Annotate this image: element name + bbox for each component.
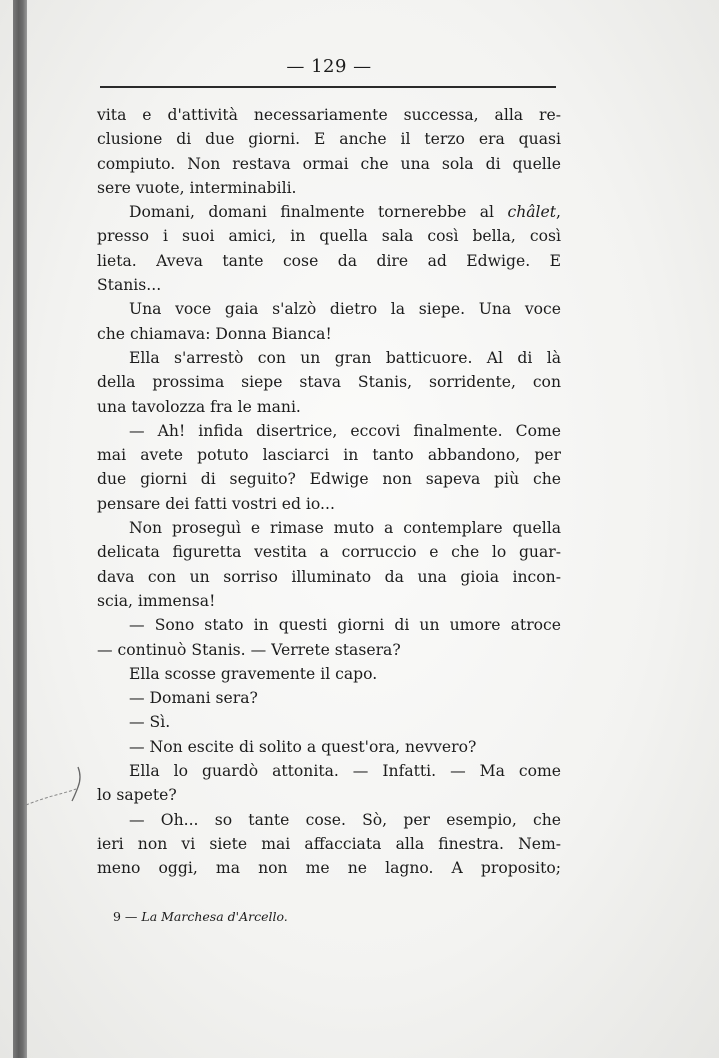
text-line [97,419,561,443]
line-text: una tavolozza fra le mani. [97,397,301,416]
line-text: clusione di due giorni. E anche il terzo era quasi [97,130,561,149]
line-text: — continuò Stanis. — Verrete stasera? [97,640,401,659]
text-line [97,565,561,589]
line-text: delicata figuretta vestita a corruccio e che lo guar- [97,543,561,562]
text-line [97,856,561,880]
line-text: meno oggi, ma non me ne lagno. A proposito; [97,859,561,878]
text-line [97,808,561,832]
page-number: — 129 — [286,56,372,77]
text-line [97,176,561,200]
text-line [97,127,561,151]
text-line [97,710,561,734]
line-text: ieri non vi siete mai affacciata alla finestra. Nem- [97,834,561,853]
text-line [97,492,561,516]
line-text: — Domani sera? [129,689,258,708]
text-line [97,832,561,856]
stray-pencil-mark [26,765,96,815]
line-text: Una voce gaia s'alzò dietro la siepe. Una voce [129,300,561,319]
text-line [97,613,561,637]
book-binding-edge [13,0,27,1058]
line-text: pensare dei fatti vostri ed io... [97,494,335,513]
line-text: presso i suoi amici, in quella sala così bella, così [97,227,561,246]
text-line [97,589,561,613]
text-line [97,395,561,419]
book-title: La Marchesa d'Arcello. [141,909,288,924]
body-text [97,103,561,881]
text-line [97,273,561,297]
text-line [97,783,561,807]
text-line [97,638,561,662]
text-line [97,103,561,127]
italic-word: châlet [507,203,557,222]
line-text: che chiamava: Donna Bianca! [97,324,332,343]
line-text: vita e d'attività necessariamente successa, alla re- [97,106,561,124]
line-text: scia, immensa! [97,591,216,610]
line-text: mai avete potuto lasciarci in tanto abbandono, per [97,446,561,465]
line-text: — Ah! infida disertrice, eccovi finalmente. Come [129,421,561,440]
line-text: due giorni di seguito? Edwige non sapeva più che [97,470,561,489]
line-text: lo sapete? [97,786,177,805]
line-text: Ella s'arrestò con un gran batticuore. Al di là [129,348,561,367]
text-line [97,467,561,491]
text-line [97,152,561,176]
line-text: compiuto. Non restava ormai che una sola di quelle [97,154,561,173]
text-line [97,322,561,346]
line-text: Non proseguì e rimase muto a contemplare quella [129,519,561,538]
signature-number: 9 — [113,909,142,924]
line-text: Ella scosse gravemente il capo. [129,664,378,683]
text-line [97,735,561,759]
text-line [97,224,561,248]
line-text: Stanis... [97,276,162,295]
text-line [97,297,561,321]
line-text: Domani, domani finalmente tornerebbe al [129,203,508,222]
text-line [97,370,561,394]
line-text: dava con un sorriso illuminato da una gioia incon- [97,567,561,586]
header-rule [100,86,556,88]
text-line [97,249,561,273]
footer-signature [113,909,288,924]
text-line [97,686,561,710]
text-line [97,662,561,686]
text-line [97,540,561,564]
line-text: — Oh... so tante cose. Sò, per esempio, che [129,810,561,829]
line-text: della prossima siepe stava Stanis, sorridente, con [97,373,561,392]
text-line [97,443,561,467]
line-tail: , [556,203,561,222]
line-text: — Sì. [129,713,171,732]
line-text: — Non escite di solito a quest'ora, nevvero? [129,737,477,756]
line-text: Ella lo guardò attonita. — Infatti. — Ma come [129,762,561,781]
text-line [97,346,561,370]
line-text: sere vuote, interminabili. [97,178,297,197]
line-text: lieta. Aveva tante cose da dire ad Edwige. E [97,251,561,270]
text-line [97,759,561,783]
text-line [97,516,561,540]
line-text: — Sono stato in questi giorni di un umore atroce [129,616,561,635]
text-line [97,200,561,224]
